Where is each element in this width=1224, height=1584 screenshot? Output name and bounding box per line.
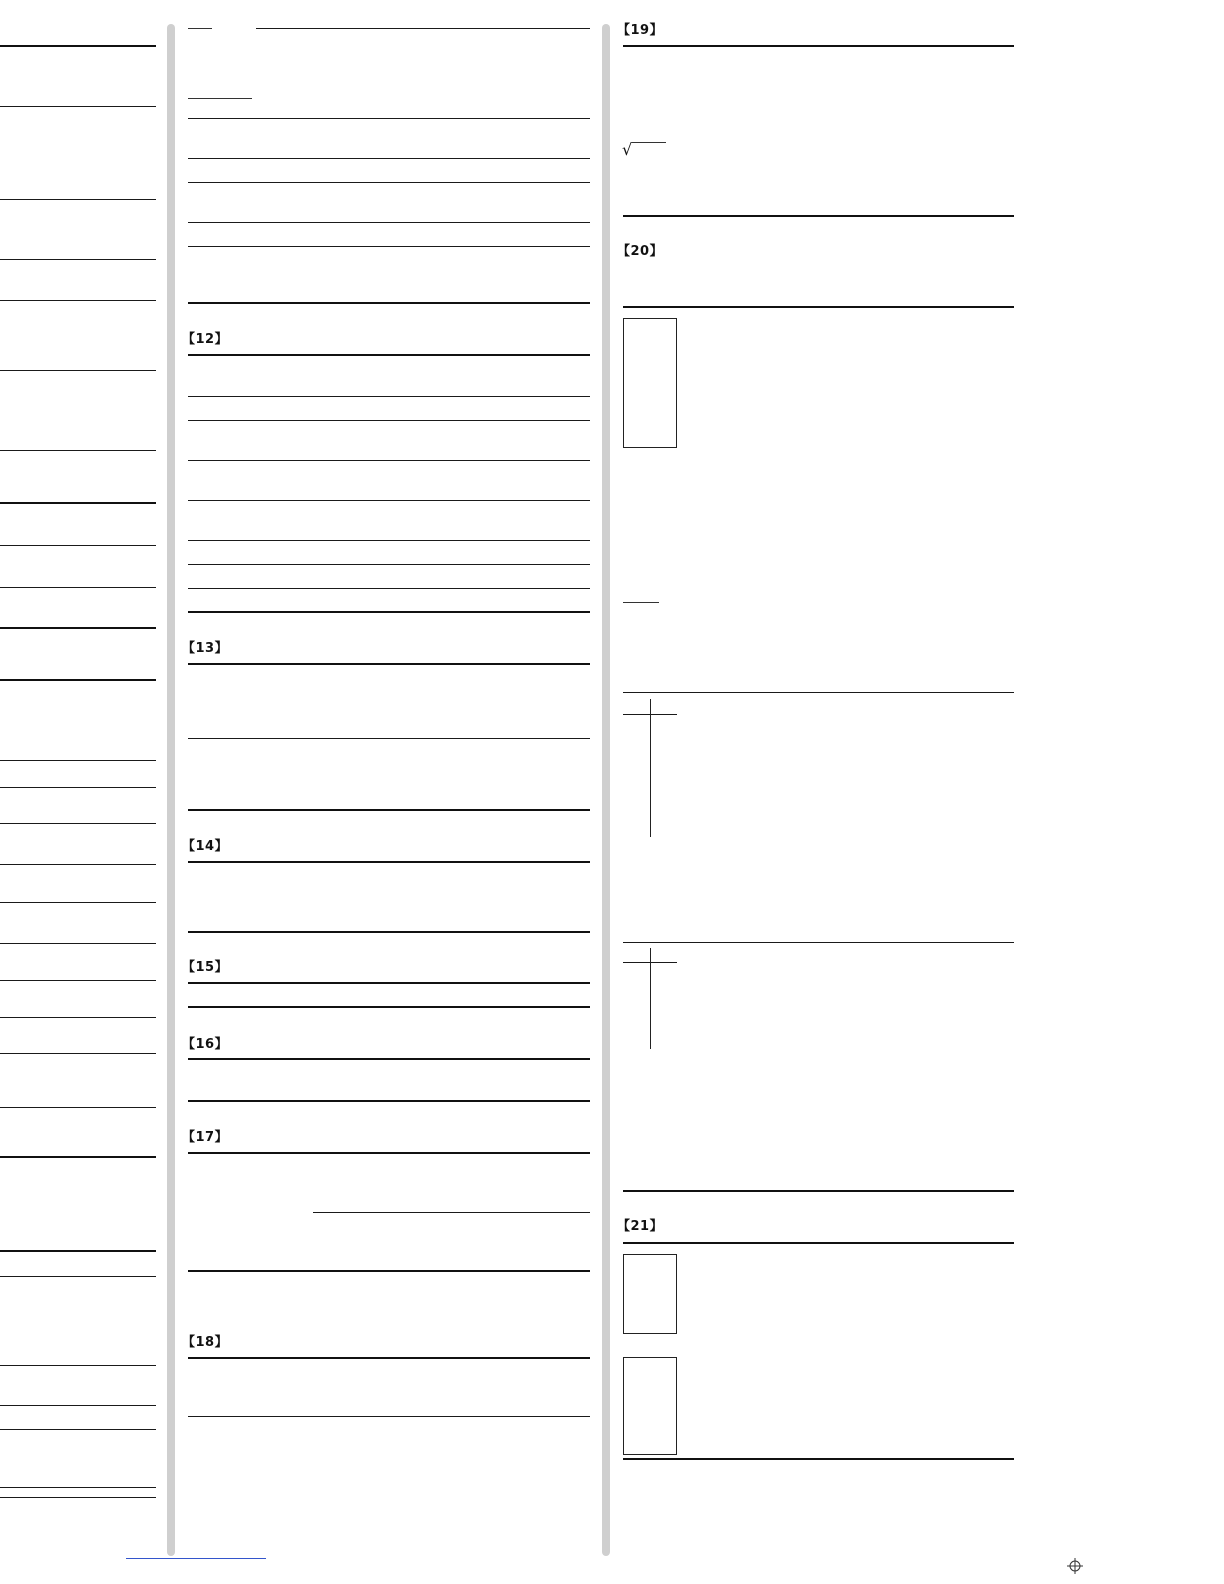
section-rule (188, 1058, 590, 1060)
rule (188, 420, 590, 421)
column-gutter-right (602, 24, 610, 1556)
t-chart-stem (650, 948, 651, 1049)
section-heading-12: 【12】 (182, 332, 229, 347)
rule (188, 1416, 590, 1417)
left-rule (0, 980, 156, 981)
left-rule (0, 587, 156, 588)
section-rule (623, 306, 1014, 308)
left-rule (0, 823, 156, 824)
left-rule (0, 1497, 156, 1498)
rule (188, 158, 590, 159)
bracket-box (623, 1357, 677, 1455)
short-rule (623, 602, 659, 603)
left-rule (0, 902, 156, 903)
radical-vinculum (632, 142, 666, 143)
left-rule (0, 864, 156, 865)
rule (188, 246, 590, 247)
rule (188, 118, 590, 119)
section-end-rule (623, 215, 1014, 217)
left-rule (0, 300, 156, 301)
left-rule (0, 679, 156, 681)
section-end-rule (188, 931, 590, 933)
rule (188, 500, 590, 501)
rule (623, 942, 1014, 943)
section-end-rule (188, 1100, 590, 1102)
section-heading-19: 【19】 (617, 23, 664, 38)
rule (188, 396, 590, 397)
footer-link-underline (126, 1558, 266, 1559)
section-end-rule (623, 1458, 1014, 1460)
section-rule (188, 982, 590, 984)
left-rule (0, 1156, 156, 1158)
section-end-rule (188, 1006, 590, 1008)
left-rule (0, 1017, 156, 1018)
section-rule (188, 354, 590, 356)
section-end-rule (623, 1190, 1014, 1192)
left-rule (0, 760, 156, 761)
left-rule (0, 787, 156, 788)
section-end-rule (188, 1270, 590, 1272)
left-rule (0, 45, 156, 47)
registration-mark-icon (1067, 1558, 1083, 1574)
rule (256, 28, 590, 29)
section-end-rule (188, 611, 590, 613)
rule (188, 222, 590, 223)
partial-rule (313, 1212, 590, 1213)
left-rule (0, 1107, 156, 1108)
section-rule (188, 861, 590, 863)
left-rule (0, 259, 156, 260)
left-rule (0, 1405, 156, 1406)
bracket-box (623, 318, 677, 448)
radical-symbol: √ (622, 140, 633, 159)
short-rule (188, 98, 252, 99)
rule (188, 540, 590, 541)
section-rule (188, 1152, 590, 1154)
left-rule (0, 370, 156, 371)
column-gutter-left (167, 24, 175, 1556)
left-rule (0, 450, 156, 451)
rule (188, 738, 590, 739)
section-heading-13: 【13】 (182, 641, 229, 656)
section-rule (188, 663, 590, 665)
rule (188, 588, 590, 589)
section-heading-21: 【21】 (617, 1219, 664, 1234)
left-rule (0, 1250, 156, 1252)
left-rule (0, 1053, 156, 1054)
left-rule (0, 545, 156, 546)
section-end-rule (188, 302, 590, 304)
left-rule (0, 106, 156, 107)
t-chart-stem (650, 699, 651, 837)
rule (188, 564, 590, 565)
rule (188, 460, 590, 461)
short-rule (188, 28, 212, 29)
rule (623, 692, 1014, 693)
section-heading-15: 【15】 (182, 960, 229, 975)
left-rule (0, 199, 156, 200)
bracket-box (623, 1254, 677, 1334)
left-rule (0, 1276, 156, 1277)
rule (188, 182, 590, 183)
left-rule (0, 943, 156, 944)
left-rule (0, 1365, 156, 1366)
left-rule (0, 502, 156, 504)
section-end-rule (188, 809, 590, 811)
section-heading-17: 【17】 (182, 1130, 229, 1145)
left-rule (0, 1487, 156, 1488)
left-rule (0, 627, 156, 629)
section-rule (623, 1242, 1014, 1244)
section-rule (623, 45, 1014, 47)
section-heading-20: 【20】 (617, 244, 664, 259)
section-heading-18: 【18】 (182, 1335, 229, 1350)
section-rule (188, 1357, 590, 1359)
section-heading-16: 【16】 (182, 1037, 229, 1052)
section-heading-14: 【14】 (182, 839, 229, 854)
left-rule (0, 1429, 156, 1430)
